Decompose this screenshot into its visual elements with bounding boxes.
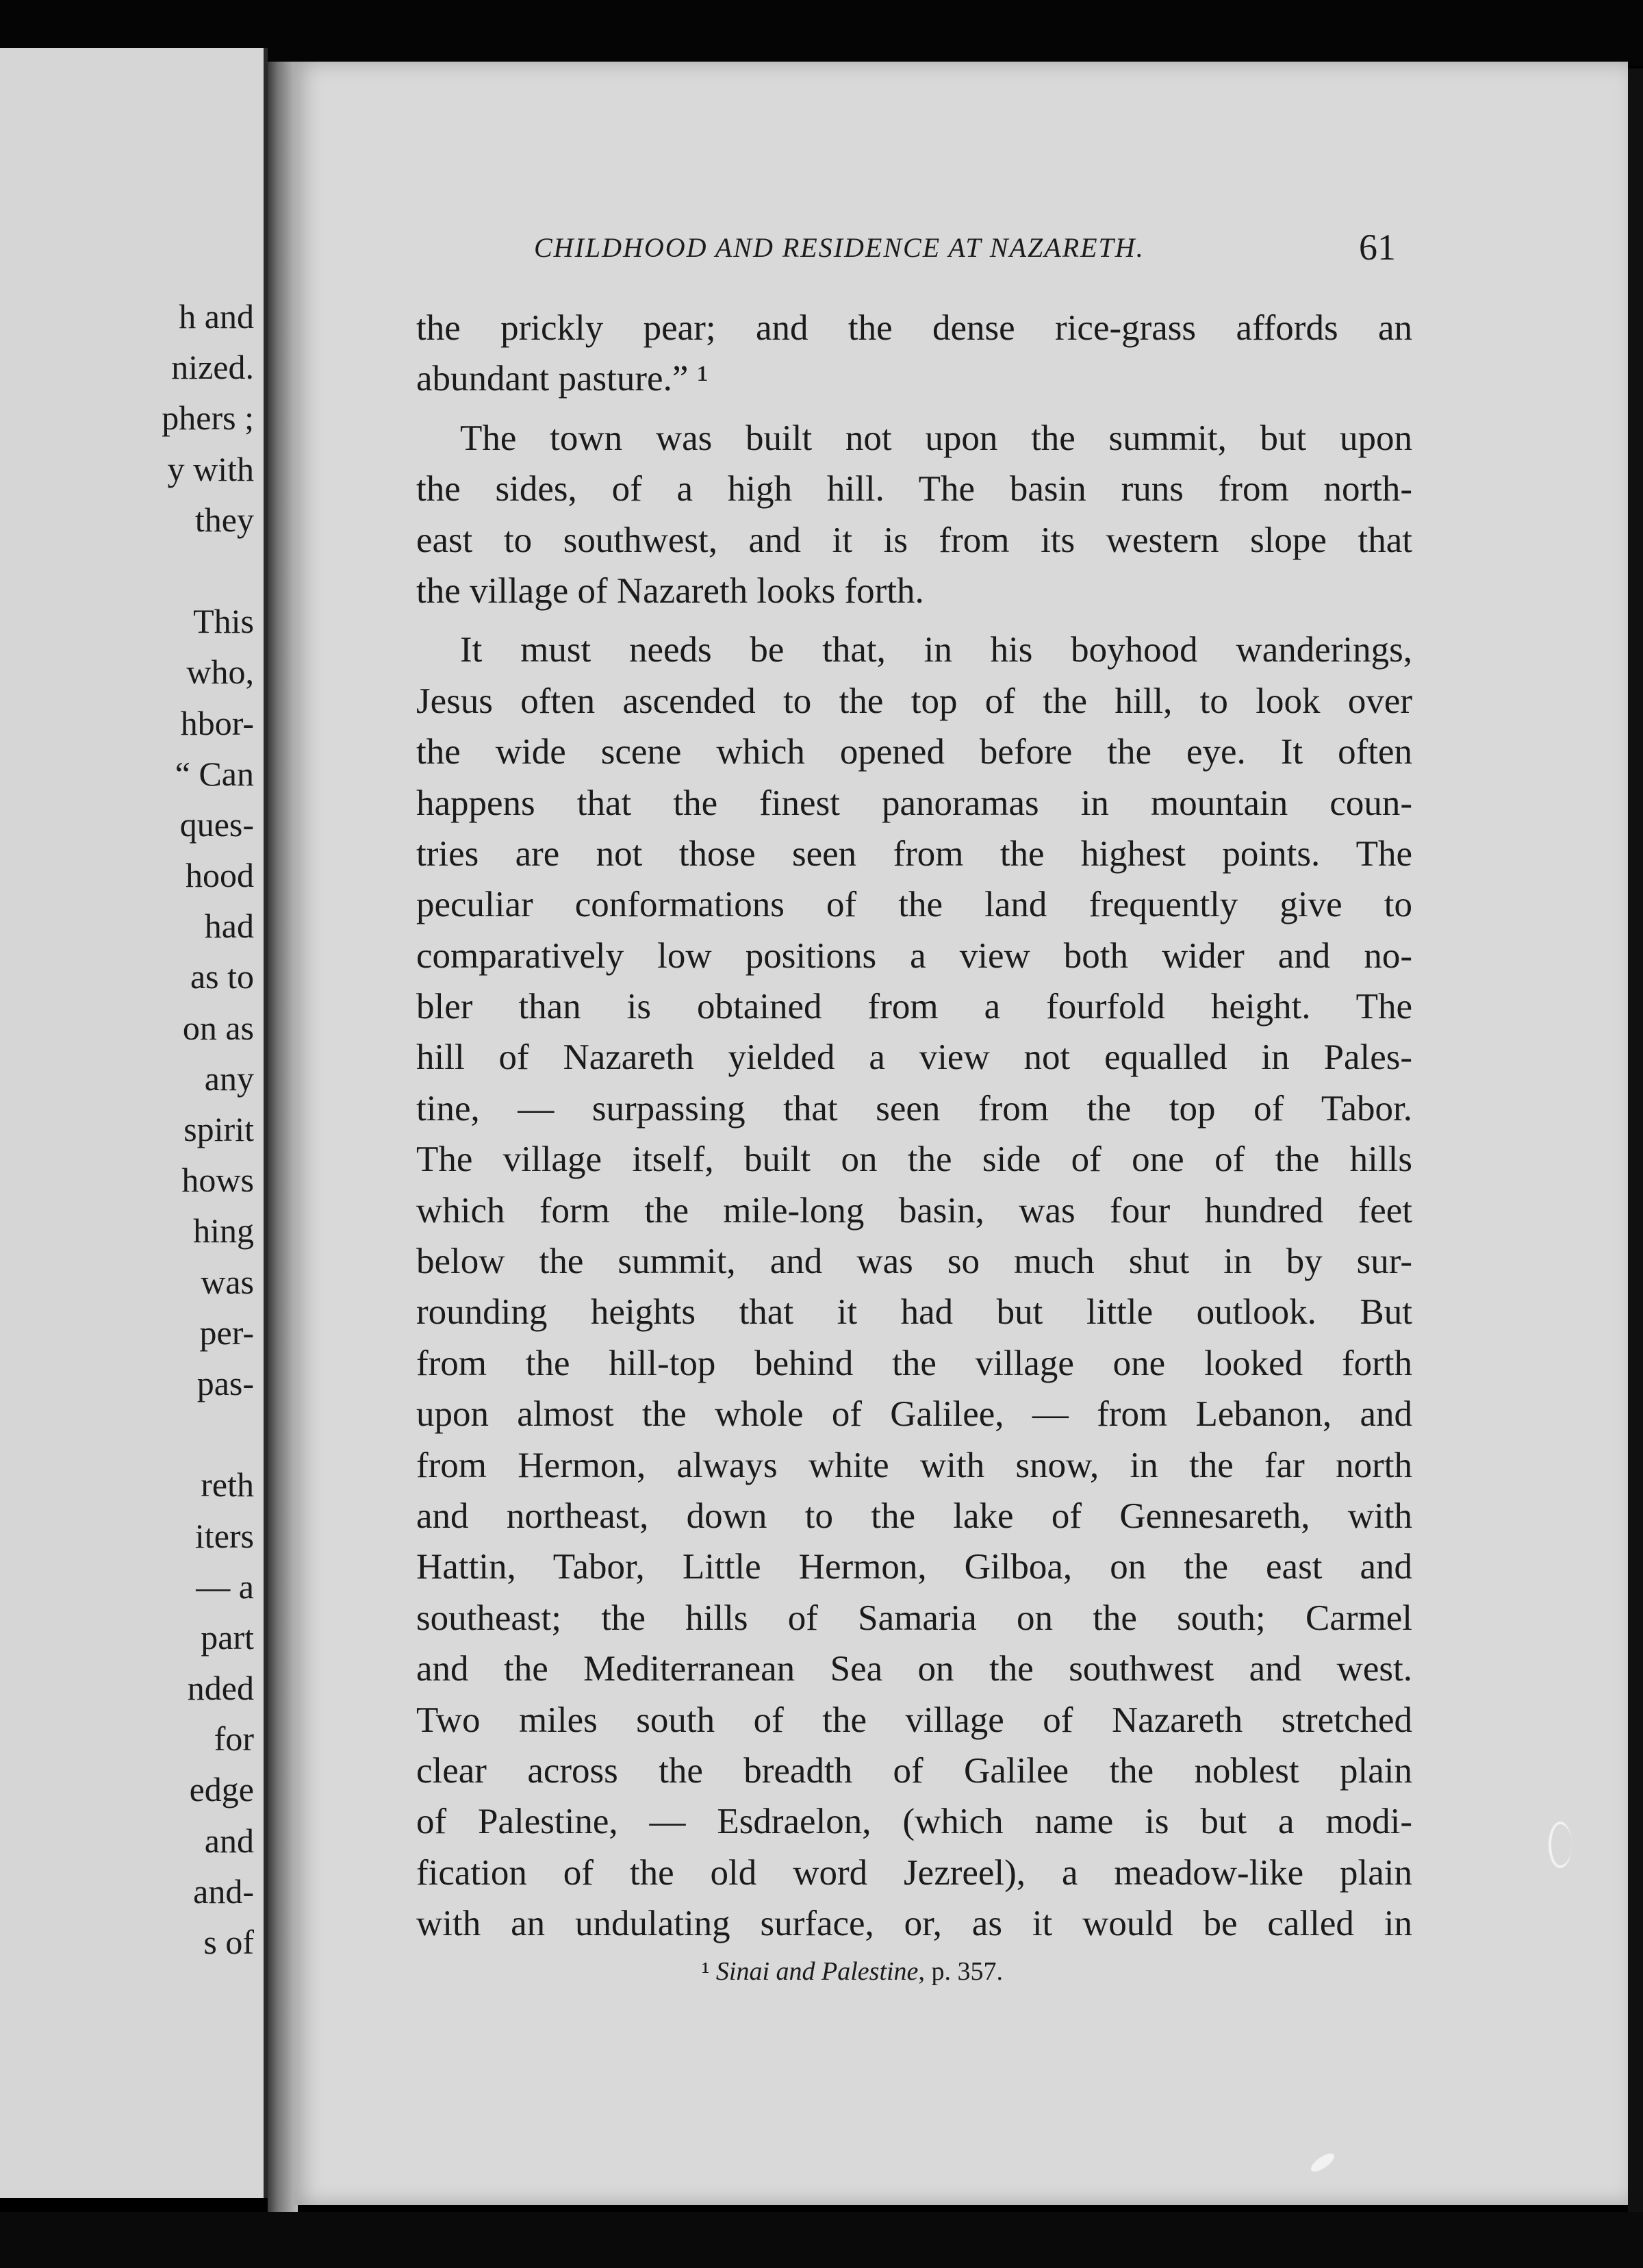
left-page-fragment: y with <box>167 449 254 488</box>
text-line: Jesus often ascended to the top of the hill, to look over <box>416 681 1412 721</box>
text-line: and the Mediterranean Sea on the southwest and west. <box>416 1649 1412 1689</box>
text-line: fication of the old word Jezreel), a meadow-like plain <box>416 1852 1412 1893</box>
text-line: the village of Nazareth looks forth. <box>416 570 924 611</box>
text-line: upon almost the whole of Galilee, — from Lebanon, and <box>416 1394 1412 1435</box>
book-gutter <box>268 62 298 2212</box>
left-page-fragment: — a <box>196 1567 254 1606</box>
text-line: of Palestine, — Esdraelon, (which name is but a modi- <box>416 1802 1412 1842</box>
text-line: clear across the breadth of Galilee the noblest plain <box>416 1750 1412 1791</box>
left-page-fragment: iters <box>194 1516 254 1555</box>
text-line: bler than is obtained from a fourfold height. The <box>416 987 1412 1027</box>
left-page-fragment: h and <box>179 297 254 336</box>
left-page-fragment: “ Can <box>175 754 254 793</box>
left-page-fragment: and <box>204 1821 254 1860</box>
left-page-fragment: hing <box>193 1211 254 1250</box>
footnote <box>702 1956 1003 1987</box>
left-page-fragment: and- <box>193 1872 254 1911</box>
left-page-fragment: This <box>193 602 254 641</box>
left-page-fragment <box>162 1409 254 1459</box>
text-line: happens that the finest panoramas in mountain coun- <box>416 783 1412 823</box>
page-number: 61 <box>1359 227 1396 268</box>
left-page-fragment: phers ; <box>162 399 254 438</box>
text-line: Two miles south of the village of Nazareth stretched <box>416 1700 1412 1740</box>
left-page-fragment: ques- <box>179 805 254 844</box>
text-line: The town was built not upon the summit, but upon <box>460 418 1412 458</box>
text-line: tries are not those seen from the highest points. The <box>416 833 1412 874</box>
footnote-reference: , p. 357. <box>918 1957 1003 1986</box>
text-line: the prickly pear; and the dense rice-grass affords an <box>416 308 1412 348</box>
left-page-fragment: who, <box>186 653 254 692</box>
running-head: CHILDHOOD AND RESIDENCE AT NAZARETH. <box>534 232 1145 263</box>
footnote-title: Sinai and Palestine <box>715 1957 919 1986</box>
text-line: comparatively low positions a view both wider and no- <box>416 935 1412 976</box>
text-line: abundant pasture.” ¹ <box>416 359 709 399</box>
left-page-fragment: nded <box>187 1669 254 1708</box>
text-line: east to southwest, and it is from its western slope that <box>416 520 1412 560</box>
text-line: It must needs be that, in his boyhood wanderings, <box>460 630 1412 670</box>
left-page-fragment: spirit <box>183 1110 254 1148</box>
text-line: hill of Nazareth yielded a view not equalled in Pales- <box>416 1037 1412 1078</box>
left-page-fragment: nized. <box>171 348 254 387</box>
text-line: from the hill-top behind the village one looked forth <box>416 1343 1412 1383</box>
text-line: rounding heights that it had but little outlook. But <box>416 1292 1412 1333</box>
scanner-bottom-band <box>0 2212 1643 2268</box>
text-line: Hattin, Tabor, Little Hermon, Gilboa, on the east and <box>416 1547 1412 1587</box>
left-page-fragment: they <box>194 500 254 539</box>
left-page-fragment: s of <box>203 1923 254 1961</box>
text-line: tine, — surpassing that seen from the top of Tabor. <box>416 1088 1412 1129</box>
left-page-fragment: reth <box>201 1465 254 1504</box>
left-page-fragment: hood <box>186 856 254 895</box>
text-line: with an undulating surface, or, as it would be called in <box>416 1904 1412 1944</box>
left-page <box>0 48 268 2198</box>
body-text <box>416 303 1412 1950</box>
left-page-fragment: for <box>214 1719 254 1759</box>
left-page-fragment: on as <box>182 1008 254 1047</box>
left-page-fragment: was <box>201 1262 254 1301</box>
left-page-fragment: had <box>204 907 254 946</box>
left-page-fragment: as to <box>190 957 254 996</box>
left-page-fragment: any <box>204 1059 254 1098</box>
text-line: and northeast, down to the lake of Gennesareth, with <box>416 1496 1412 1536</box>
scan-speck <box>1549 1822 1572 1868</box>
text-line: from Hermon, always white with snow, in the far north <box>416 1445 1412 1485</box>
left-page-text-fragments <box>162 291 254 1967</box>
text-line: which form the mile-long basin, was four hundred feet <box>416 1190 1412 1231</box>
left-page-fragment: per- <box>199 1313 254 1352</box>
left-page-fragment: hows <box>181 1161 254 1200</box>
text-line: southeast; the hills of Samaria on the south; Carmel <box>416 1598 1412 1638</box>
text-line: peculiar conformations of the land frequently give to <box>416 885 1412 925</box>
text-line: The village itself, built on the side of one of the hills <box>416 1139 1412 1180</box>
left-page-fragment: part <box>201 1617 254 1656</box>
text-line: the sides, of a high hill. The basin runs from north- <box>416 469 1412 509</box>
left-page-fragment <box>162 545 254 596</box>
text-line: the wide scene which opened before the eye. It often <box>416 732 1412 772</box>
text-line: below the summit, and was so much shut in by sur- <box>416 1242 1412 1282</box>
scanner-right-edge <box>1628 68 1643 2268</box>
left-page-fragment: hbor- <box>180 703 254 742</box>
left-page-fragment: pas- <box>196 1363 254 1402</box>
left-page-fragment: edge <box>189 1770 254 1809</box>
footnote-marker: ¹ <box>702 1957 710 1986</box>
